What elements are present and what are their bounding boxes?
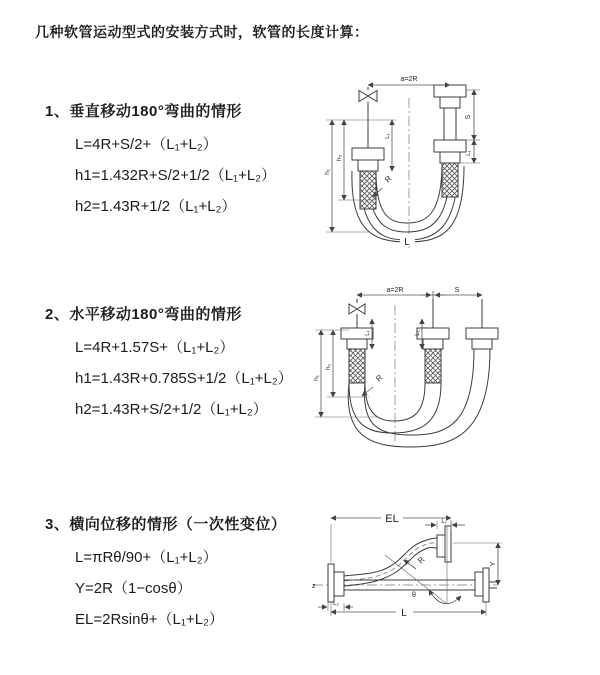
dim-label-l2: L₂: [333, 601, 339, 607]
left-pipe: [341, 299, 373, 383]
formula-line: EL=2Rsinθ+（L₁+L₂）: [75, 611, 224, 628]
dimension-l2: [318, 601, 353, 611]
dim-label-a2r: a=2R: [386, 287, 404, 294]
page-title: 几种软管运动型式的安装方式时，软管的长度计算：: [35, 24, 369, 40]
section-1-heading: 1、垂直移动180°弯曲的情形: [45, 103, 242, 120]
braided-hose-end: [425, 349, 441, 383]
label-r: R: [383, 173, 394, 185]
braided-hose-end: [349, 349, 365, 383]
dim-label-y: Y: [490, 561, 497, 567]
right-pipe: [466, 299, 498, 349]
valve-icon: [359, 91, 377, 102]
dim-label-s: S: [454, 287, 460, 294]
dimension-el: [331, 513, 451, 562]
diagram-horizontal-180-bend: [313, 283, 598, 468]
section-3: [45, 513, 286, 635]
section-2-heading: 2、水平移动180°弯曲的情形: [45, 306, 242, 323]
label-theta: θ: [412, 592, 416, 599]
dimension-a2r: [368, 76, 450, 85]
dim-label-l1: L₁: [365, 330, 371, 336]
upper-flange-displaced: [437, 526, 451, 562]
dim-label-el: EL: [385, 513, 399, 525]
dim-label-h1: h₁: [313, 375, 320, 381]
valve-icon: [349, 304, 365, 314]
dimension-l: [331, 602, 486, 619]
formula-line: L=πRθ/90+（L₁+L₂）: [75, 549, 218, 566]
braided-hose-end: [442, 163, 458, 197]
dim-label-h1: h₁: [324, 169, 331, 175]
diagram-lateral-displacement: [303, 500, 598, 625]
dim-label-h2: h₂: [325, 363, 332, 371]
dim-label-s: S: [465, 114, 472, 120]
hose-curves: [348, 349, 490, 447]
formula-line: L=4R+1.57S+（L₁+L₂）: [75, 339, 235, 356]
diagram-vertical-180-bend: [312, 66, 592, 261]
braided-hose-end: [360, 171, 376, 209]
section-1: [45, 100, 276, 222]
dim-label-a2r: a=2R: [400, 76, 418, 83]
formula-line: h2=1.43R+S/2+1/2（L₁+L₂）: [75, 401, 268, 418]
formula-line: h1=1.432R+S/2+1/2（L₁+L₂）: [75, 167, 277, 184]
dim-label-l1: L₁: [441, 519, 447, 525]
label-r: R: [374, 372, 385, 384]
dim-label-l1: L₁: [415, 330, 421, 336]
left-flange: [328, 564, 344, 602]
dimension-a2r-s: [357, 287, 482, 299]
section-3-heading: 3、横向位移的情形（一次性变位）: [45, 516, 287, 533]
formula-line: Y=2R（1−cosθ）: [75, 580, 192, 597]
section-2: [45, 303, 293, 425]
dim-label-h2: h₂: [336, 154, 343, 162]
label-l: L: [404, 237, 410, 248]
right-pipe: [434, 85, 466, 197]
formula-line: h2=1.43R+1/2（L₁+L₂）: [75, 198, 237, 215]
dim-label-l1: L₁: [466, 150, 472, 156]
break-mark: z: [312, 583, 316, 590]
label-r: R: [416, 554, 427, 566]
formula-line: L=4R+S/2+（L₁+L₂）: [75, 136, 218, 153]
dimension-l1: [365, 319, 422, 349]
dim-label-l1: L₁: [385, 133, 391, 139]
formula-line: h1=1.43R+0.785S+1/2（L₁+L₂）: [75, 370, 293, 387]
dim-label-l: L: [401, 608, 407, 619]
